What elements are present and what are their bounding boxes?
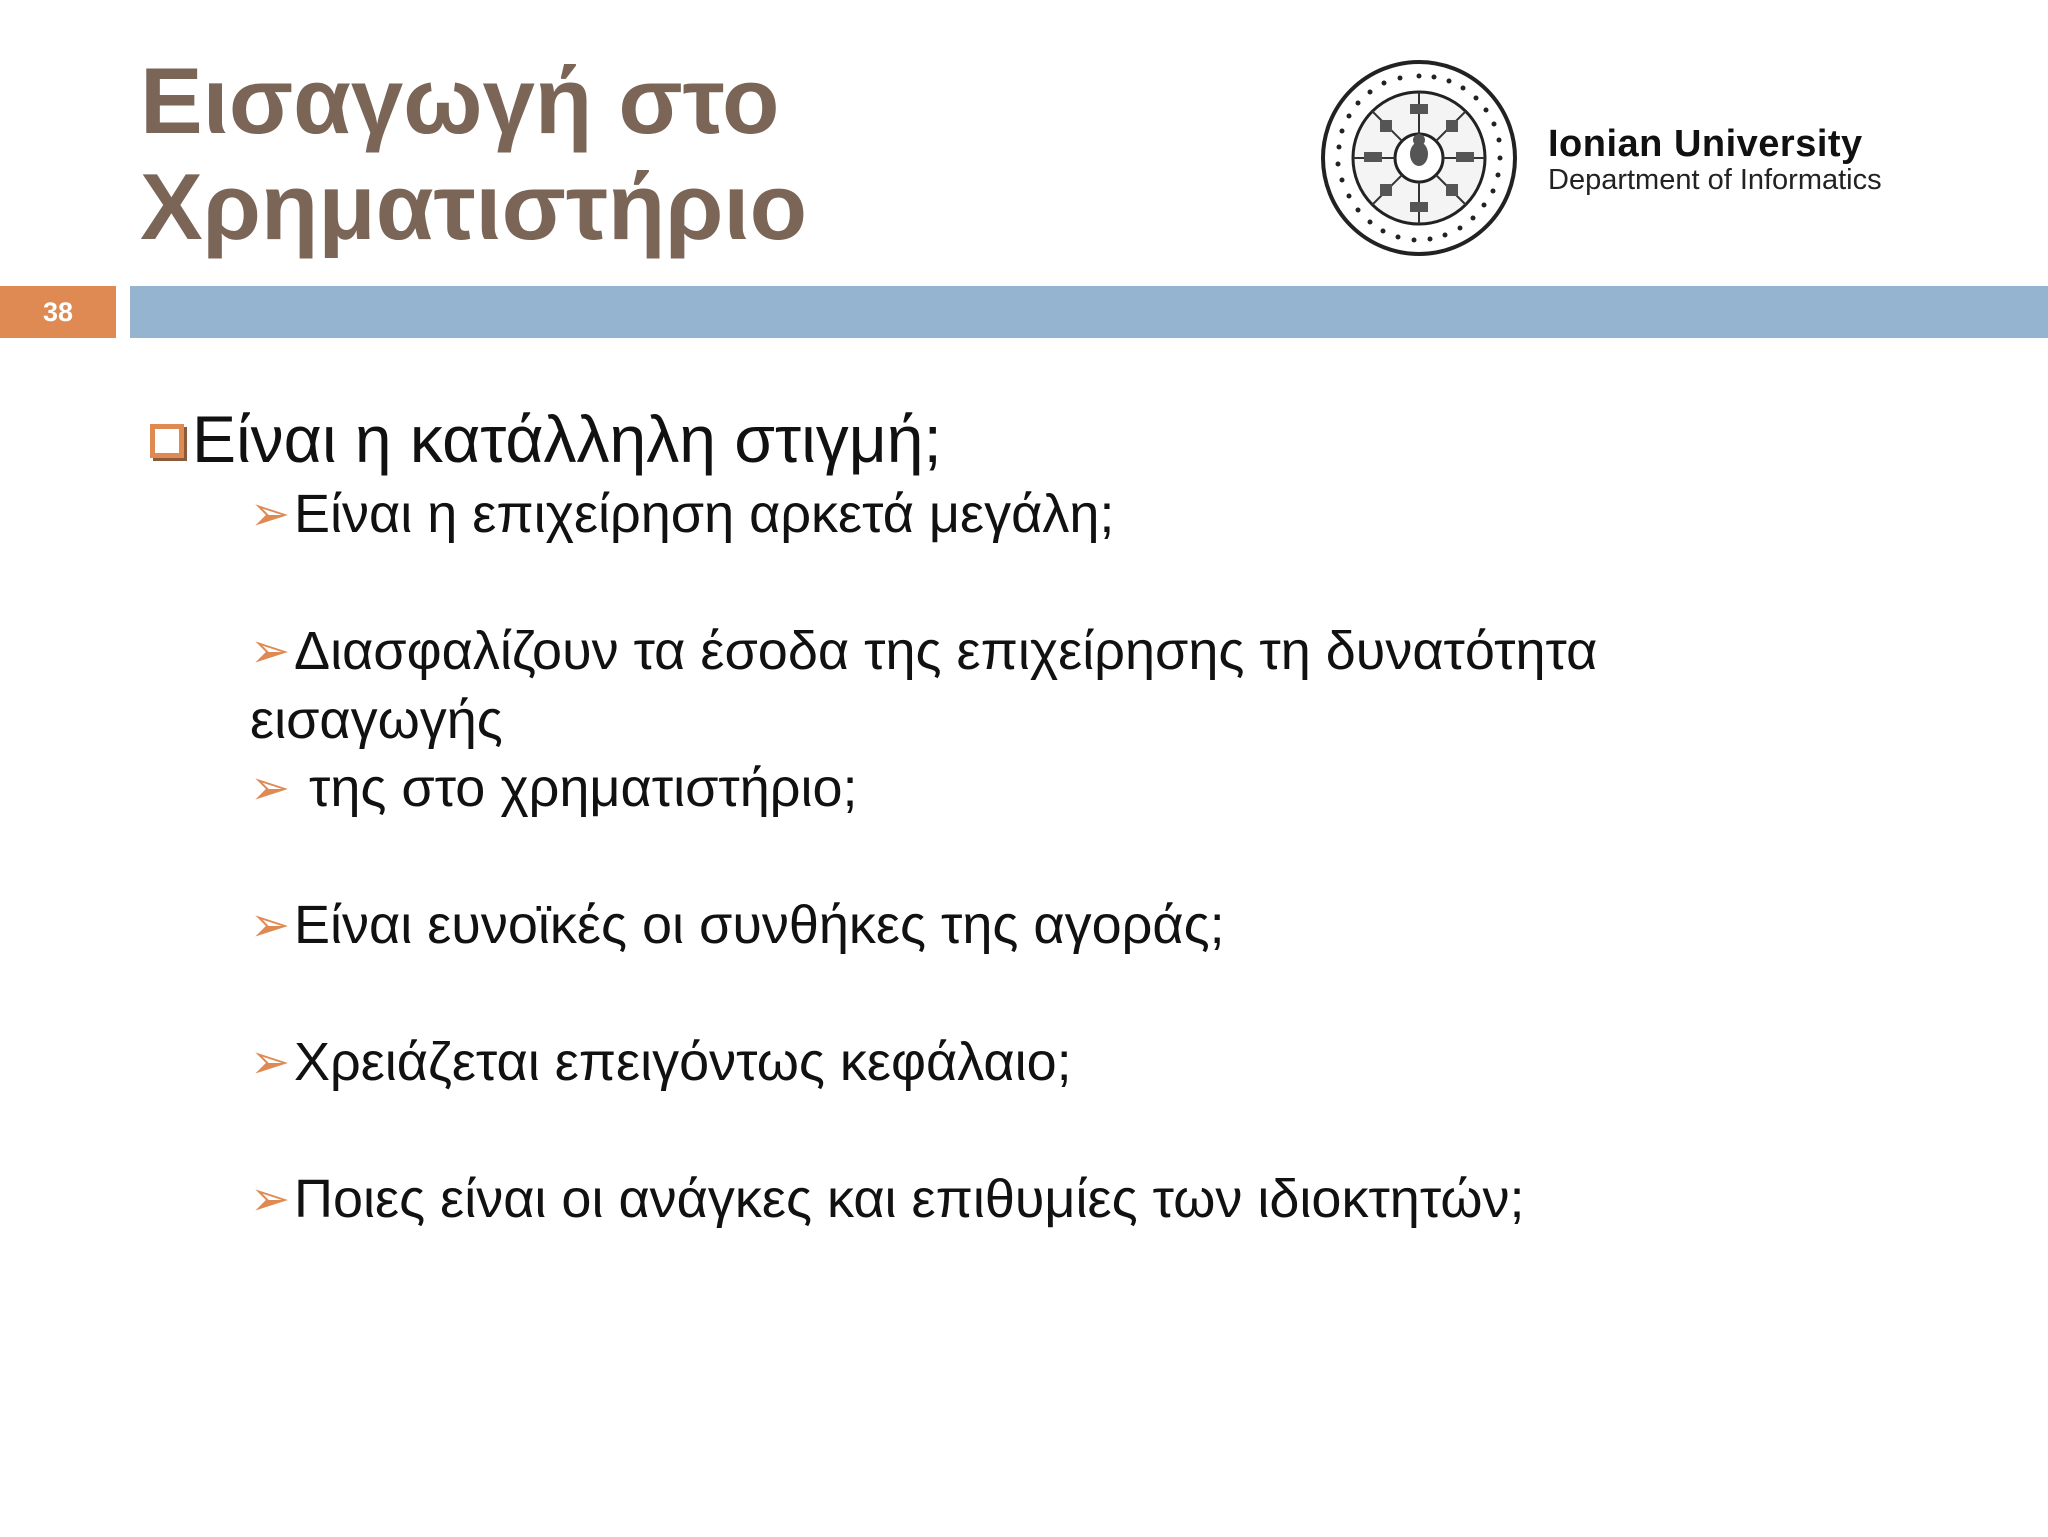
list-item-text: Ποιες είναι οι ανάγκες και επιθυμίες των ιδιοκτητών; <box>294 1169 1525 1229</box>
list-item <box>250 617 1950 754</box>
department-name: Department of Informatics <box>1548 164 1882 196</box>
title-line-2: Χρηματιστήριο <box>140 154 807 259</box>
sub-bullet-list <box>150 480 1950 1234</box>
main-bullet <box>150 398 1950 480</box>
list-item-continuation: εισαγωγής <box>250 690 503 750</box>
list-item-text: Διασφαλίζουν τα έσοδα της επιχείρησης τη δυνατότητα <box>294 621 1598 681</box>
list-item <box>250 480 1950 549</box>
list-item-text: Είναι ευνοϊκές οι συνθήκες της αγοράς; <box>294 895 1225 955</box>
square-bullet-icon <box>150 424 184 458</box>
arrow-bullet-icon: ➢ <box>250 1036 291 1089</box>
list-item-text: Χρειάζεται επειγόντως κεφάλαιο; <box>294 1032 1072 1092</box>
university-logo <box>1316 58 1936 258</box>
slide-content <box>150 398 1950 1234</box>
arrow-bullet-icon: ➢ <box>250 625 291 678</box>
list-item-text: Είναι η επιχείρηση αρκετά μεγάλη; <box>294 484 1115 544</box>
arrow-bullet-icon: ➢ <box>250 488 291 541</box>
list-item-text: της στο χρηματιστήριο; <box>294 758 858 818</box>
list-item <box>250 891 1950 960</box>
list-item <box>250 1028 1950 1097</box>
header-bar <box>130 286 2048 338</box>
university-seal-icon <box>1316 58 1522 258</box>
page-number: 38 <box>0 286 116 338</box>
arrow-bullet-icon: ➢ <box>250 1173 291 1226</box>
logo-text <box>1548 124 1882 196</box>
list-item <box>250 754 1950 823</box>
arrow-bullet-icon: ➢ <box>250 899 291 952</box>
main-bullet-text: Είναι η κατάλληλη στιγμή; <box>192 402 942 476</box>
university-name: Ionian University <box>1548 123 1863 165</box>
page-title <box>140 48 807 260</box>
title-line-1: Εισαγωγή στο <box>140 48 780 153</box>
list-item <box>250 1165 1950 1234</box>
arrow-bullet-icon: ➢ <box>250 762 291 815</box>
